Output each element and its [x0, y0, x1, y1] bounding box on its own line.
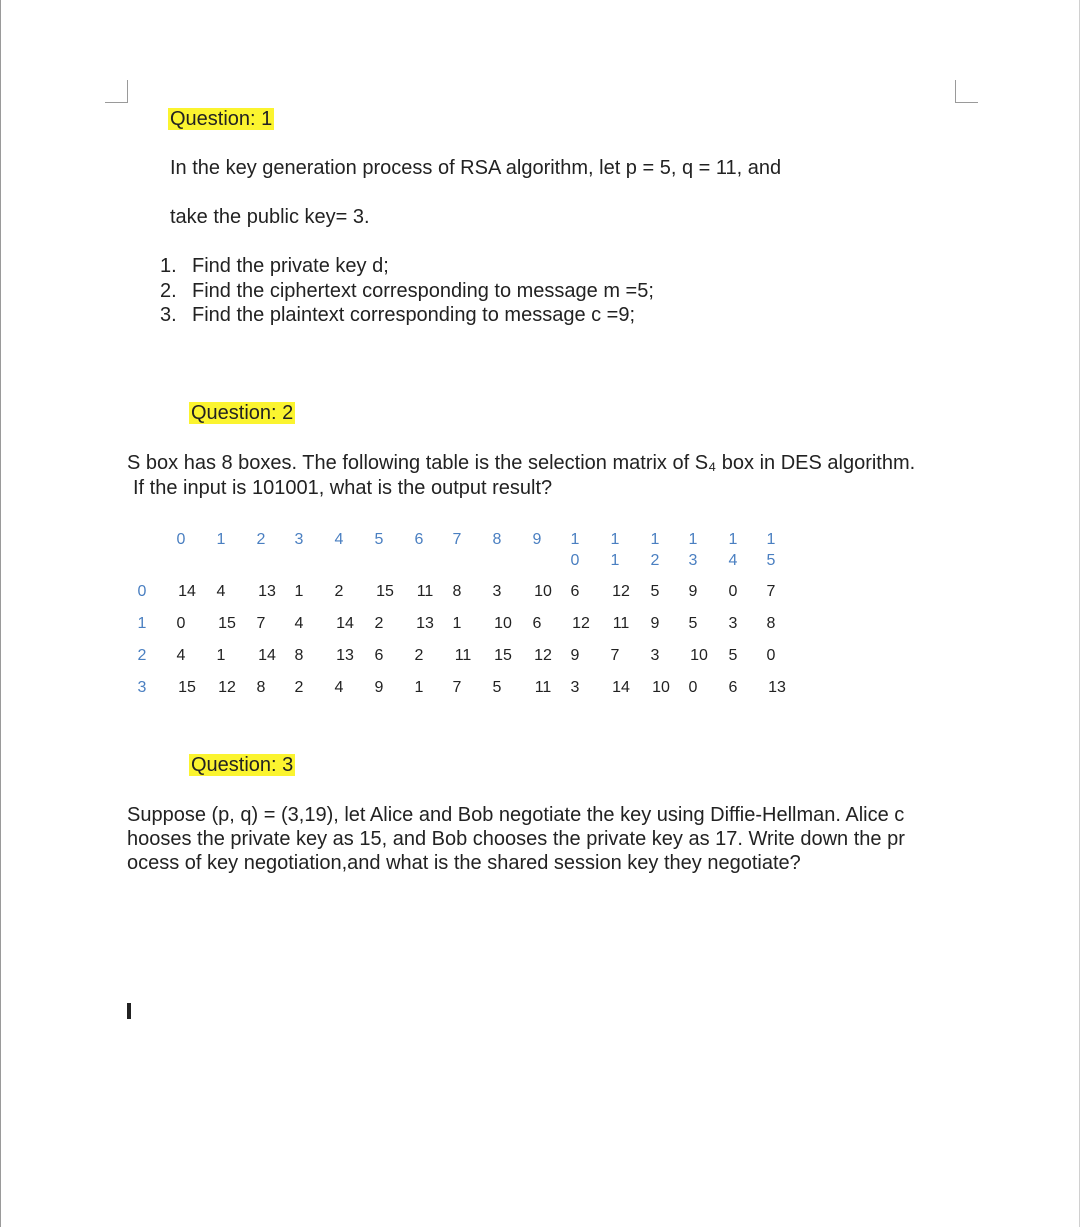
- table-cell: 10: [534, 583, 552, 600]
- table-cell: 2: [414, 647, 424, 664]
- table-cell: 13: [416, 615, 434, 632]
- table-cell: 13: [258, 583, 276, 600]
- table-cell: 8: [452, 583, 462, 600]
- margin-corner-mark-right: [955, 80, 978, 103]
- question-3-heading: [189, 753, 295, 777]
- table-cell: 12: [572, 615, 590, 632]
- table-cell: 4: [334, 679, 344, 696]
- question-2-heading: [189, 401, 295, 425]
- table-column-header: 1: [688, 531, 698, 548]
- question-3-line-1: Suppose (p, q) = (3,19), let Alice and Bob negotiate the key using Diffie-Hellman. Alice c: [127, 804, 905, 826]
- table-cell: 5: [492, 679, 502, 696]
- table-column-header: 2: [256, 531, 266, 548]
- table-column-header: 5: [374, 531, 384, 548]
- question-3-line-2: hooses the private key as 15, and Bob chooses the private key as 17. Write down the pr: [127, 828, 905, 850]
- table-column-header: 8: [492, 531, 502, 548]
- table-cell: 7: [610, 647, 620, 664]
- table-row-header: 1: [137, 615, 147, 632]
- table-cell: 8: [294, 647, 304, 664]
- table-column-header: 4: [728, 552, 738, 569]
- table-cell: 4: [216, 583, 226, 600]
- table-column-header: 3: [294, 531, 304, 548]
- table-cell: 1: [414, 679, 424, 696]
- table-cell: 3: [728, 615, 738, 632]
- table-cell: 1: [452, 615, 462, 632]
- table-cell: 4: [294, 615, 304, 632]
- table-row-header: 3: [137, 679, 147, 696]
- table-cell: 11: [416, 583, 434, 600]
- table-row-header: 2: [137, 647, 147, 664]
- table-cell: 2: [374, 615, 384, 632]
- table-column-header: 9: [532, 531, 542, 548]
- table-column-header: 4: [334, 531, 344, 548]
- question-1-list: [160, 254, 654, 328]
- table-cell: 5: [688, 615, 698, 632]
- table-column-header: 1: [728, 531, 738, 548]
- table-cell: 0: [766, 647, 776, 664]
- table-cell: 12: [534, 647, 552, 664]
- list-item: 3. Find the plaintext corresponding to message c =9;: [160, 304, 636, 326]
- table-cell: 6: [728, 679, 738, 696]
- table-cell: 2: [334, 583, 344, 600]
- page-edge-left: [0, 0, 1, 1227]
- table-cell: 14: [178, 583, 196, 600]
- table-column-header: 2: [650, 552, 660, 569]
- table-column-header: 0: [176, 531, 186, 548]
- table-cell: 11: [534, 679, 552, 696]
- table-cell: 2: [294, 679, 304, 696]
- table-column-header: 0: [570, 552, 580, 569]
- table-cell: 5: [650, 583, 660, 600]
- table-cell: 8: [766, 615, 776, 632]
- table-cell: 4: [176, 647, 186, 664]
- table-cell: 7: [766, 583, 776, 600]
- question-2-line-2: If the input is 101001, what is the output result?: [133, 477, 553, 499]
- table-cell: 13: [336, 647, 354, 664]
- table-cell: 6: [570, 583, 580, 600]
- question-1-heading: [168, 107, 274, 131]
- table-cell: 0: [688, 679, 698, 696]
- table-cell: 3: [650, 647, 660, 664]
- question-1-title: Question: 1: [170, 108, 273, 130]
- table-cell: 12: [218, 679, 236, 696]
- table-column-header: 6: [414, 531, 424, 548]
- table-column-header: 5: [766, 552, 776, 569]
- table-cell: 1: [294, 583, 304, 600]
- text-cursor: [127, 1003, 131, 1019]
- table-cell: 12: [612, 583, 630, 600]
- table-column-header: 1: [650, 531, 660, 548]
- table-cell: 6: [532, 615, 542, 632]
- list-item: 2. Find the ciphertext corresponding to message m =5;: [160, 279, 654, 302]
- table-cell: 0: [728, 583, 738, 600]
- table-cell: 3: [492, 583, 502, 600]
- table-cell: 13: [768, 679, 786, 696]
- table-cell: 7: [256, 615, 266, 632]
- table-cell: 9: [374, 679, 384, 696]
- table-cell: 6: [374, 647, 384, 664]
- table-column-header: 1: [610, 531, 620, 548]
- table-cell: 15: [376, 583, 394, 600]
- table-cell: 0: [176, 615, 186, 632]
- table-cell: 14: [612, 679, 630, 696]
- table-cell: 15: [494, 647, 512, 664]
- table-row-header: 0: [137, 583, 147, 600]
- question-3-line-3: ocess of key negotiation,and what is the shared session key they negotiate?: [127, 852, 801, 874]
- table-column-header: 1: [216, 531, 226, 548]
- table-cell: 5: [728, 647, 738, 664]
- table-column-header: 1: [610, 552, 620, 569]
- table-column-header: 1: [766, 531, 776, 548]
- table-cell: 9: [688, 583, 698, 600]
- table-column-header: 3: [688, 552, 698, 569]
- table-cell: 15: [218, 615, 236, 632]
- table-column-header: 7: [452, 531, 462, 548]
- question-3-title: Question: 3: [191, 754, 294, 776]
- margin-corner-mark-left: [105, 80, 128, 103]
- table-cell: 9: [650, 615, 660, 632]
- table-column-header: 1: [570, 531, 580, 548]
- table-cell: 11: [454, 647, 472, 664]
- table-cell: 11: [612, 615, 630, 632]
- table-cell: 1: [216, 647, 226, 664]
- table-cell: 15: [178, 679, 196, 696]
- question-1-line-1: In the key generation process of RSA algorithm, let p = 5, q = 11, and: [170, 157, 782, 179]
- question-2-line-1: S box has 8 boxes. The following table is the selection matrix of S₄ box in DES algorithm.: [127, 452, 916, 474]
- table-cell: 9: [570, 647, 580, 664]
- table-cell: 3: [570, 679, 580, 696]
- question-1-line-2: take the public key= 3.: [170, 206, 370, 228]
- table-cell: 7: [452, 679, 462, 696]
- list-item: 1. Find the private key d;: [160, 255, 389, 277]
- table-cell: 10: [494, 615, 512, 632]
- table-cell: 14: [336, 615, 354, 632]
- table-cell: 8: [256, 679, 266, 696]
- table-cell: 14: [258, 647, 276, 664]
- table-cell: 10: [690, 647, 708, 664]
- table-cell: 10: [652, 679, 670, 696]
- question-2-title: Question: 2: [191, 402, 294, 424]
